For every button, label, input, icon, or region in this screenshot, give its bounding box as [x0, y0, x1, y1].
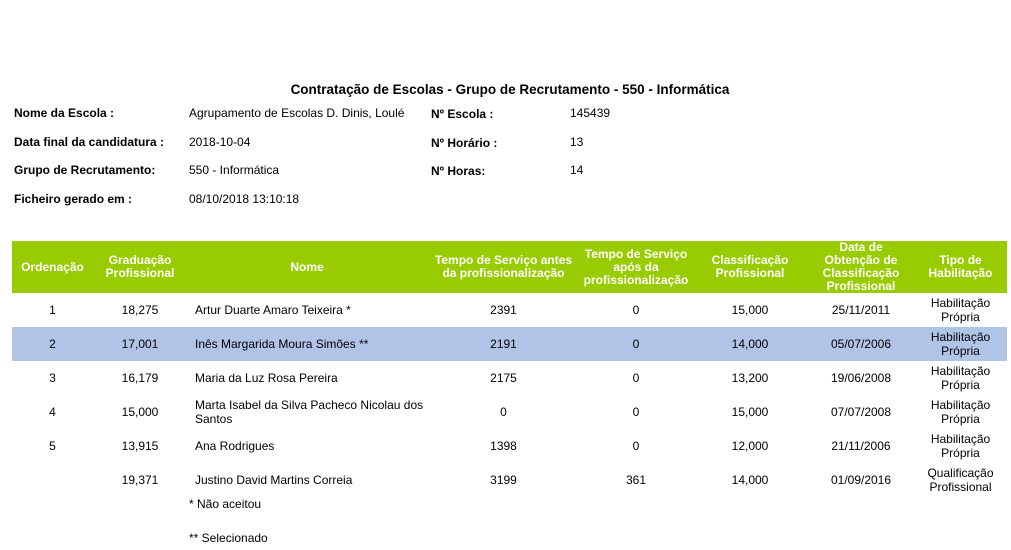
cell-ordenacao: 4	[49, 405, 56, 419]
cell-ordenacao: 1	[49, 303, 56, 317]
cell-nome: Maria da Luz Rosa Pereira	[195, 371, 338, 385]
cell-tempo-antes: 1398	[490, 439, 517, 453]
cell-classificacao: 13,200	[731, 371, 769, 385]
table-row-selected	[12, 327, 1007, 361]
cell-graduacao: 15,000	[121, 405, 159, 419]
cell-tempo-antes: 0	[500, 405, 507, 419]
col-graduacao-header: Graduação Profissional	[93, 241, 187, 293]
cell-tempo-apos: 0	[632, 405, 640, 419]
cell-classificacao: 14,000	[692, 327, 808, 361]
cell-tipo-habilitacao: Habilitação Própria	[930, 364, 991, 392]
footnote-nao-aceitou: * Não aceitou	[189, 497, 262, 511]
grupo-label: Grupo de Recrutamento:	[14, 163, 156, 177]
cell-tipo-habilitacao: Qualificação Profissional	[927, 466, 994, 494]
cell-tempo-apos: 0	[632, 439, 640, 453]
cell-graduacao: 16,179	[121, 371, 159, 385]
horario-value: 13	[570, 135, 584, 149]
col-data-obtencao-header: Data de Obtenção de Classificação Profissional	[808, 241, 914, 293]
num-escola-value: 145439	[570, 106, 611, 120]
cell-data-obtencao: 21/11/2006	[831, 439, 891, 453]
cell-tipo-habilitacao: Habilitação Própria	[914, 327, 1007, 361]
grupo-value: 550 - Informática	[189, 163, 280, 177]
ficheiro-value: 08/10/2018 13:10:18	[189, 192, 300, 206]
table-row	[12, 429, 1007, 463]
table-row	[12, 293, 1007, 327]
footnote-selecionado: ** Selecionado	[189, 531, 268, 545]
cell-nome: Artur Duarte Amaro Teixeira *	[195, 303, 351, 317]
cell-data-obtencao: 19/06/2008	[830, 371, 892, 385]
col-ordenacao-header: Ordenação	[12, 241, 93, 293]
cell-graduacao: 13,915	[121, 439, 159, 453]
cell-tempo-antes: 3199	[490, 473, 517, 487]
data-final-value: 2018-10-04	[189, 135, 251, 149]
cell-classificacao: 12,000	[731, 439, 769, 453]
cell-data-obtencao: 01/09/2016	[830, 473, 892, 487]
cell-tipo-habilitacao: Habilitação Própria	[930, 296, 991, 324]
col-tempo-antes-header: Tempo de Serviço antes da profissionalização	[427, 241, 580, 293]
col-nome-header: Nome	[187, 241, 427, 293]
cell-classificacao: 14,000	[731, 473, 769, 487]
cell-ordenacao: 5	[49, 439, 56, 453]
page-title: Contratação de Escolas - Grupo de Recrutamento - 550 - Informática	[290, 82, 730, 97]
cell-classificacao: 15,000	[731, 303, 769, 317]
col-tempo-apos-header: Tempo de Serviço após da profissionalização	[580, 241, 692, 293]
cell-tempo-apos: 361	[625, 473, 647, 487]
cell-nome: Inês Margarida Moura Simões **	[187, 327, 427, 361]
cell-ordenacao: 2	[12, 327, 93, 361]
cell-tipo-habilitacao: Habilitação Própria	[930, 398, 991, 426]
ficheiro-label: Ficheiro gerado em :	[14, 192, 133, 206]
cell-data-obtencao: 07/07/2008	[830, 405, 892, 419]
cell-data-obtencao: 25/11/2011	[831, 303, 891, 317]
cell-tempo-antes: 2391	[490, 303, 517, 317]
table-header-row	[12, 241, 1007, 293]
col-tipo-habilitacao-header: Tipo de Habilitação	[914, 241, 1007, 293]
col-classificacao-header: Classificação Profissional	[692, 241, 808, 293]
data-final-label: Data final da candidatura :	[14, 135, 165, 149]
candidates-table	[12, 241, 1007, 497]
cell-tempo-apos: 0	[632, 303, 640, 317]
cell-nome: Ana Rodrigues	[195, 439, 275, 453]
cell-ordenacao	[12, 463, 93, 497]
cell-data-obtencao: 05/07/2006	[808, 327, 914, 361]
cell-tempo-apos: 0	[580, 327, 692, 361]
cell-tipo-habilitacao: Habilitação Própria	[930, 432, 991, 460]
cell-graduacao: 18,275	[121, 303, 159, 317]
table-row	[12, 361, 1007, 395]
cell-tempo-antes: 2191	[427, 327, 580, 361]
num-escola-label: Nº Escola :	[431, 107, 494, 121]
horas-value: 14	[570, 163, 584, 177]
cell-tempo-apos: 0	[632, 371, 640, 385]
escola-label: Nome da Escola :	[14, 106, 115, 120]
cell-graduacao: 19,371	[121, 473, 159, 487]
horario-label: Nº Horário :	[431, 136, 498, 150]
escola-value: Agrupamento de Escolas D. Dinis, Loulé	[189, 106, 405, 120]
cell-tempo-antes: 2175	[490, 371, 517, 385]
horas-label: Nº Horas:	[431, 164, 486, 178]
cell-graduacao: 17,001	[93, 327, 187, 361]
cell-nome: Marta Isabel da Silva Pacheco Nicolau dos Santos	[195, 398, 424, 426]
cell-ordenacao: 3	[49, 371, 56, 385]
table-row	[12, 395, 1007, 429]
cell-classificacao: 15,000	[731, 405, 769, 419]
cell-nome: Justino David Martins Correia	[195, 473, 353, 487]
table-row	[12, 463, 1007, 497]
